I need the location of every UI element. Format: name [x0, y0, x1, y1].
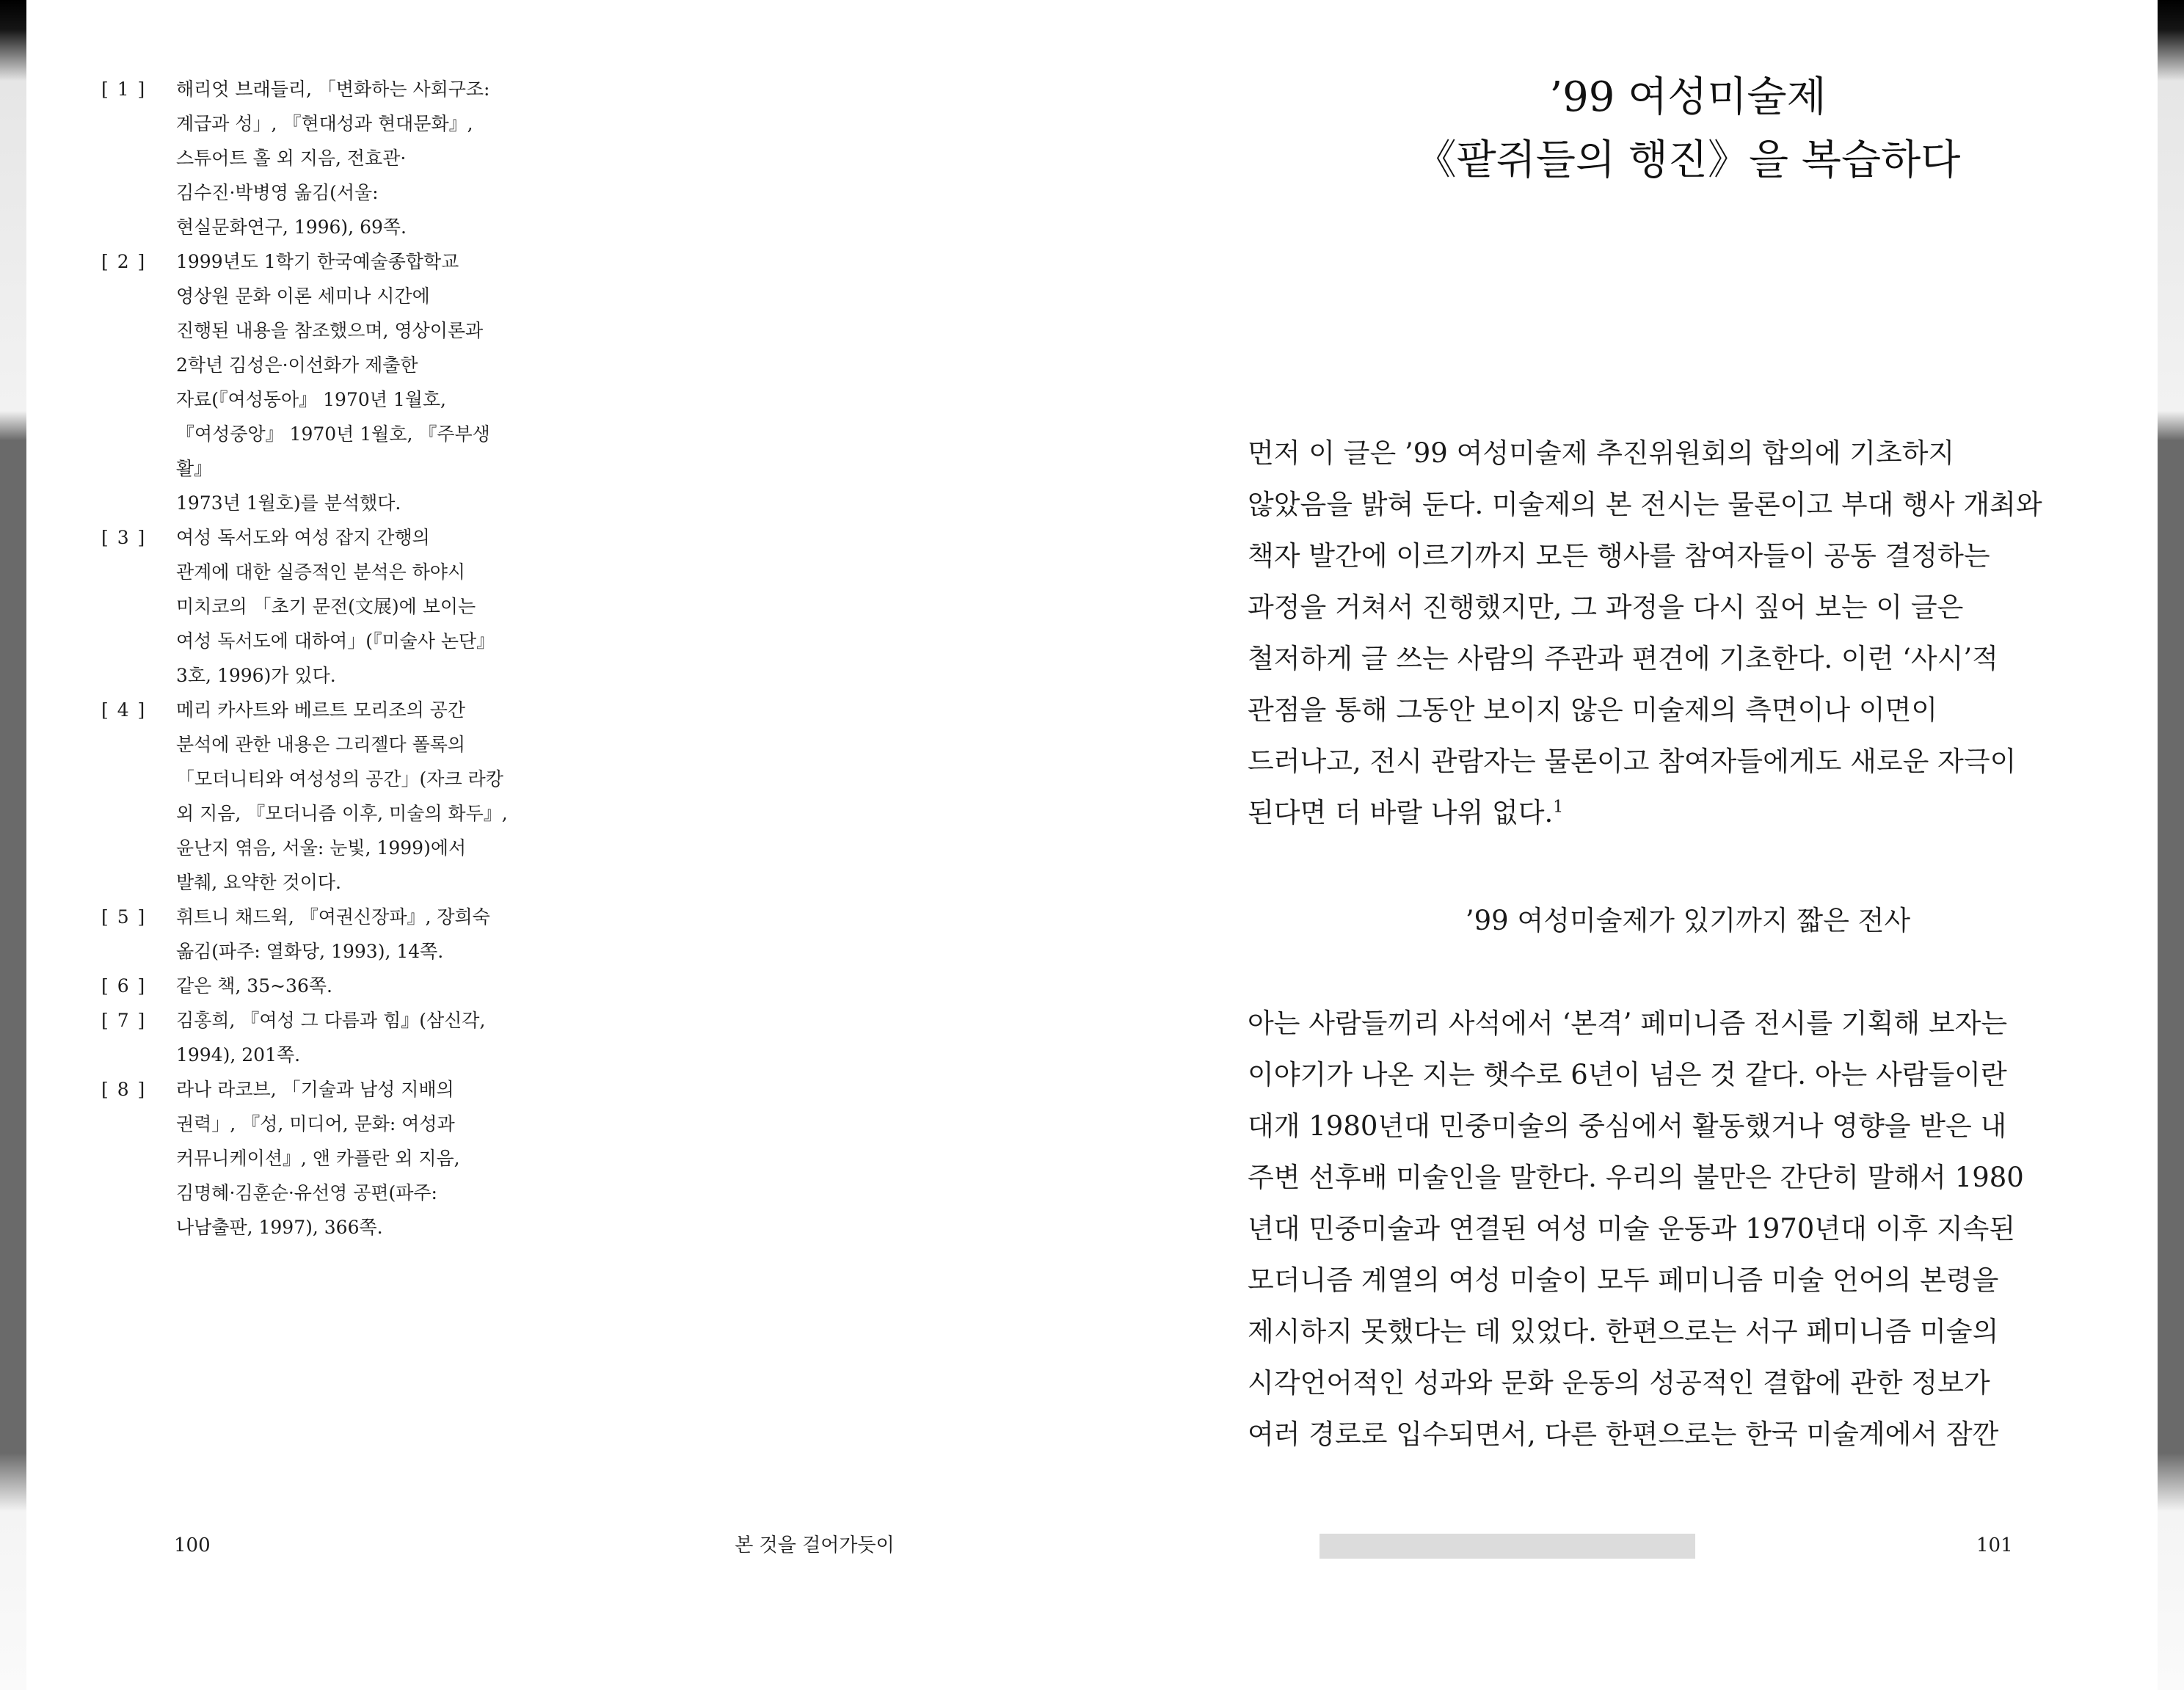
endnotes-list — [101, 72, 512, 1245]
endnote — [101, 1003, 512, 1072]
endnote-text: 같은 책, 35~36쪽. — [176, 975, 332, 997]
endnote-number: [ 8 ] — [101, 1079, 147, 1100]
endnote-text: 1999년도 1학기 한국예술종합학교 영상원 문화 이론 세미나 시간에 진행된 내용을 참조했으며, 영상이론과 2학년 김성은·이선화가 제출한 자료(『여성동아』 1970년 1월호, 『여성중앙』 1970년 1월호, 『주부생활』 1973년 1월호)를 분석했다. — [176, 251, 490, 514]
endnote — [101, 969, 512, 1003]
endnote-number: [ 2 ] — [101, 251, 147, 272]
endnote-text: 메리 카사트와 베르트 모리조의 공간 분석에 관한 내용은 그리젤다 폴록의 「모더니티와 여성성의 공간」(자크 라캉 외 지음, 『모더니즘 이후, 미술의 화두』, 윤난지 엮음, 서울: 눈빛, 1999)에서 발췌, 요약한 것이다. — [176, 699, 508, 893]
body-paragraph-1 — [1248, 428, 2128, 839]
endnote-text: 여성 독서도와 여성 잡지 간행의 관계에 대한 실증적인 분석은 하야시 미치코의 「초기 문전(文展)에 보이는 여성 독서도에 대하여」(『미술사 논단』 3호, 1996)가 있다. — [176, 527, 495, 686]
endnote-number: [ 7 ] — [101, 1010, 147, 1031]
page-number-right: 101 — [1976, 1534, 2013, 1556]
endnote-number: [ 4 ] — [101, 699, 147, 721]
body-paragraph-1-text: 먼저 이 글은 ’99 여성미술제 추진위원회의 합의에 기초하지 않았음을 밝혀 둔다. 미술제의 본 전시는 물론이고 부대 행사 개최와 책자 발간에 이르기까지 모든 행사를 참여자들이 공동 결정하는 과정을 거쳐서 진행했지만, 그 과정을 다시 짚어 보는 이 글은 철저하게 글 쓰는 사람의 주관과 편견에 기초한다. 이런 ‘사시’적 관점을 통해 그동안 보이지 않은 미술제의 측면이나 이면이 드러나고, 전시 관람자는 물론이고 참여자들에게도 새로운 자극이 된다면 더 바랄 나위 없다. — [1248, 437, 2042, 828]
page-edge-left — [0, 0, 26, 1690]
chapter-title: ’99 여성미술제 《팥쥐들의 행진》을 복습하다 — [1415, 73, 1961, 184]
endnote — [101, 900, 512, 969]
endnote-number: [ 6 ] — [101, 975, 147, 997]
page-edge-right — [2158, 0, 2184, 1690]
running-head: 본 것을 걸어가듯이 — [735, 1534, 895, 1556]
endnote — [101, 244, 512, 520]
footnote-marker: 1 — [1553, 798, 1564, 817]
page-number-left: 100 — [174, 1534, 211, 1556]
endnote-number: [ 3 ] — [101, 527, 147, 548]
endnote-text: 휘트니 채드윅, 『여권신장파』, 장희숙 옮김(파주: 열화당, 1993), 14쪽. — [176, 906, 490, 962]
endnote-text: 해리엇 브래들리, 「변화하는 사회구조: 계급과 성」, 『현대성과 현대문화』, 스튜어트 홀 외 지음, 전효관· 김수진·박병영 옮김(서울: 현실문화연구, 1996), 69쪽. — [176, 79, 490, 238]
endnote-text: 김홍희, 『여성 그 다름과 힘』(삼신각, 1994), 201쪽. — [176, 1010, 486, 1066]
endnote — [101, 72, 512, 244]
section-heading: ’99 여성미술제가 있기까지 짧은 전사 — [1465, 905, 1911, 936]
body-paragraph-2: 아는 사람들끼리 사석에서 ‘본격’ 페미니즘 전시를 기획해 보자는 이야기가 나온 지는 햇수로 6년이 넘은 것 같다. 아는 사람들이란 대개 1980년대 민중미술의 중심에서 활동했거나 영향을 받은 내 주변 선후배 미술인을 말한다. 우리의 불만은 간단히 말해서 1980 년대 민중미술과 연결된 여성 미술 운동과 1970년대 이후 지속된 모더니즘 계열의 여성 미술이 모두 페미니즘 미술 언어의 본령을 제시하지 못했다는 데 있었다. 한편으로는 서구 페미니즘 미술의 시각언어적인 성과와 문화 운동의 성공적인 결합에 관한 정보가 여러 경로로 입수되면서, 다른 한편으로는 한국 미술계에서 잠깐 — [1248, 1008, 2024, 1450]
scan-artifact-bar — [1320, 1534, 1695, 1559]
endnote-number: [ 1 ] — [101, 79, 147, 100]
endnote — [101, 520, 512, 693]
endnote-text: 라나 라코브, 「기술과 남성 지배의 권력」, 『성, 미디어, 문화: 여성과 커뮤니케이션』, 앤 카플란 외 지음, 김명혜·김훈순·유선영 공편(파주: 나남출판, 1997), 366쪽. — [176, 1079, 460, 1238]
endnote — [101, 693, 512, 900]
endnote — [101, 1072, 512, 1245]
endnote-number: [ 5 ] — [101, 906, 147, 928]
